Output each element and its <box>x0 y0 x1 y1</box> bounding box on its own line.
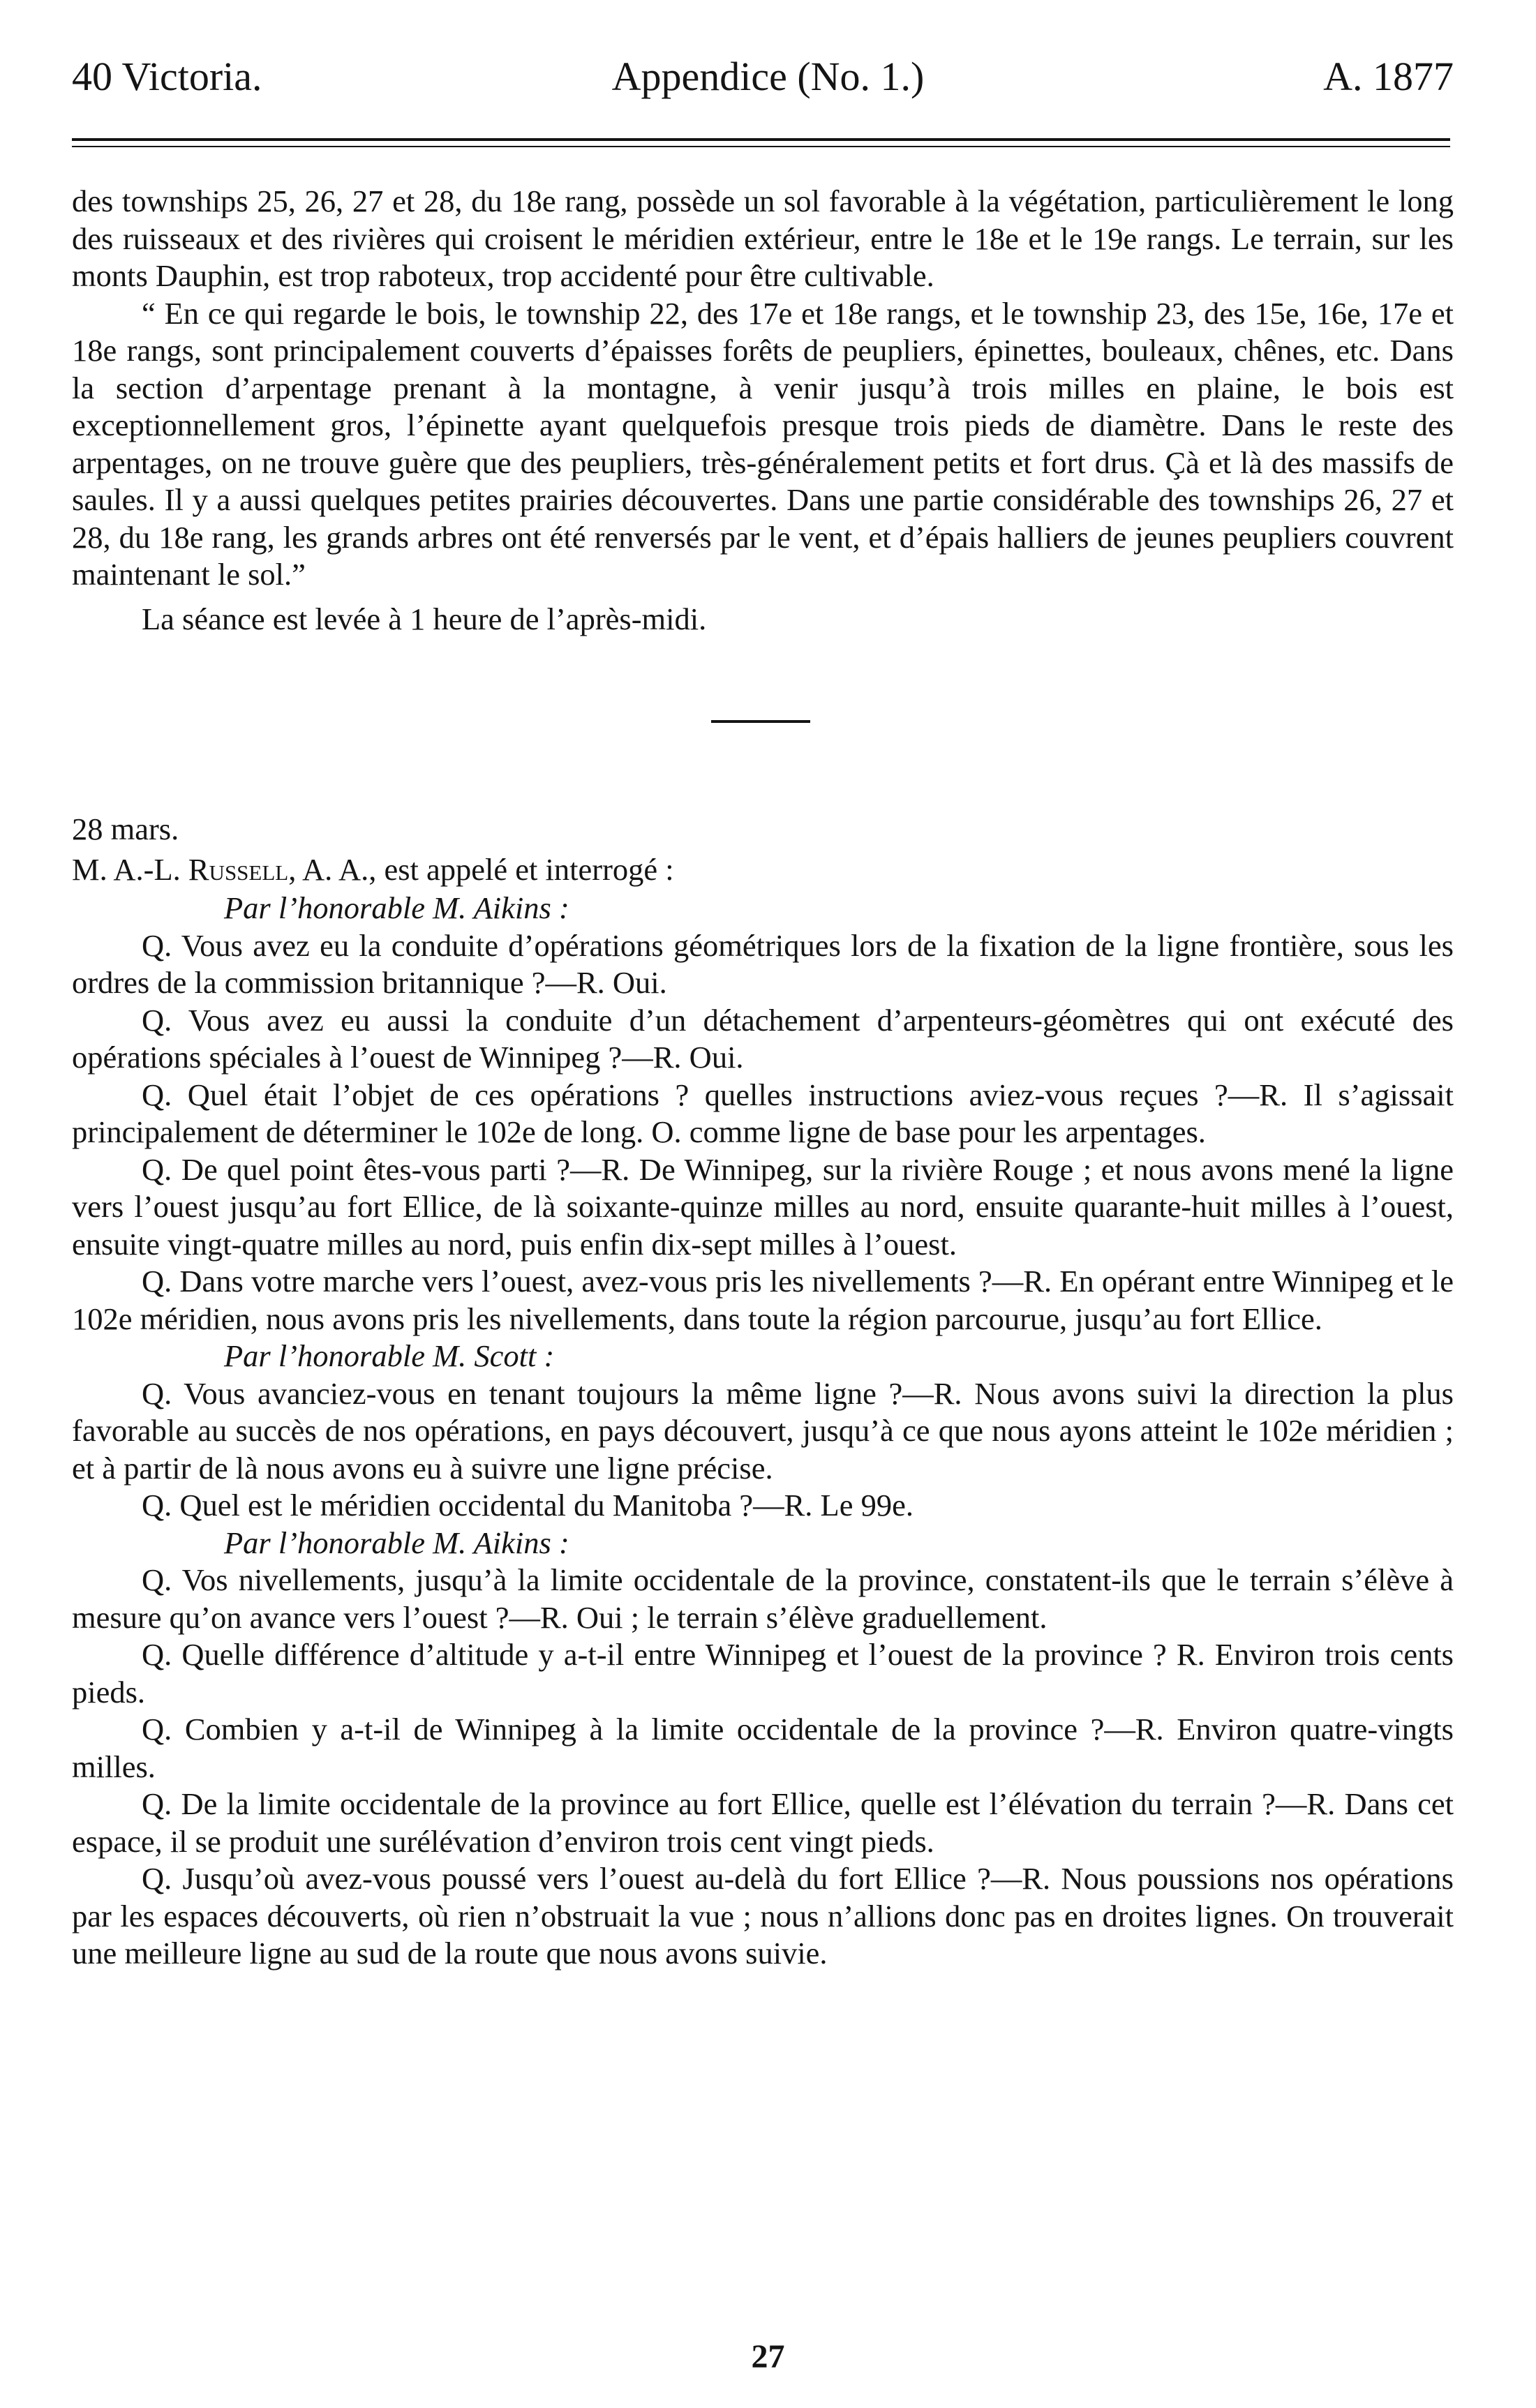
body-text <box>72 183 1454 1973</box>
qa-item: Q. Vous avez eu la conduite d’opérations géométriques lors de la fixation de la ligne frontière, sous les ordres de la commission britannique ?—R. Oui. <box>72 927 1454 1000</box>
paragraph-continuation: des townships 25, 26, 27 et 28, du 18e rang, possède un sol favorable à la végétation, particulièrement le long des ruisseaux et des rivières qui croisent le méridien extérieur, entre le 18e et le 19e rangs. Le terrain, sur les monts Dauphin, est trop raboteux, trop accidenté pour être cultivable. <box>72 184 1454 293</box>
qa-item: Q. Quel était l’objet de ces opérations ? quelles instructions aviez-vous reçues ?—R. Il s’agissait principalement de déterminer le 102e de long. O. comme ligne de base pour les arpentages. <box>72 1077 1454 1149</box>
header-year: A. 1877 <box>1323 54 1454 99</box>
qa-item: Q. Quel est le méridien occidental du Manitoba ?—R. Le 99e. <box>142 1488 914 1523</box>
qa-item: Q. Quelle différence d’altitude y a-t-il entre Winnipeg et l’ouest de la province ? R. Environ trois cents pieds. <box>72 1637 1454 1710</box>
paragraph-quote-wood: “ En ce qui regarde le bois, le township 22, des 17e et 18e rangs, et le township 23, des 15e, 16e, 17e et 18e rangs, sont principalement couverts d’épaisses forêts de peupliers, épinettes, bouleaux, chênes, etc. Dans la section d’arpentage prenant à la montagne, à venir jusqu’à trois milles en plaine, le bois est exceptionnellement gros, l’épinette ayant quelquefois presque trois pieds de diamètre. Dans le reste des arpentages, on ne trouve guère que des peupliers, très-généralement petits et fort drus. Çà et là des massifs de saules. Il y a aussi quelques petites prairies découvertes. Dans une partie considérable des townships 26, 27 et 28, du 18e rang, les grands arbres ont été renversés par le vent, et d’épais halliers de jeunes peupliers couvrent maintenant le sol.” <box>72 295 1454 592</box>
section-separator <box>711 720 810 723</box>
qa-item: Q. Vous avez eu aussi la conduite d’un détachement d’arpenteurs-géomètres qui ont exécuté des opérations spéciales à l’ouest de Winnipeg ?—R. Oui. <box>72 1002 1454 1075</box>
qa-item: Q. Dans votre marche vers l’ouest, avez-vous pris les nivellements ?—R. En opérant entre Winnipeg et le 102e méridien, nous avons pris les nivellements, dans toute la région parcourue, jusqu’au fort Ellice. <box>72 1264 1454 1336</box>
sitting-date: 28 mars. <box>72 812 179 846</box>
examiner-heading-aikins: Par l’honorable M. Aikins : <box>224 890 569 925</box>
qa-item: Q. Vous avanciez-vous en tenant toujours la même ligne ?—R. Nous avons suivi la direction la plus favorable au succès de nos opérations, en pays découvert, jusqu’à ce que nous ayons atteint le 102e méridien ; et à partir de là nous avons eu à suivre une ligne précise. <box>72 1375 1454 1486</box>
qa-item: Q. De quel point êtes-vous parti ?—R. De Winnipeg, sur la rivière Rouge ; et nous avons mené la ligne vers l’ouest jusqu’au fort Ellice, de là soixante-quinze milles au nord, ensuite quarante-huit milles à l’ouest, ensuite vingt-quatre milles au nord, puis enfin dix-sept milles à l’ouest. <box>72 1151 1454 1262</box>
header-appendix: Appendice (No. 1.) <box>611 54 925 99</box>
qa-item: Q. Jusqu’où avez-vous poussé vers l’ouest au-delà du fort Ellice ?—R. Nous poussions nos opérations par les espaces découverts, où rien n’obstruait la vue ; nous n’allions donc pas en droites lignes. On trouverait une meilleure ligne au sud de la route que nous avons suivie. <box>72 1861 1454 1970</box>
witness-called <box>72 851 1454 889</box>
qa-item: Q. Combien y a-t-il de Winnipeg à la limite occidentale de la province ?—R. Environ quatre-vingts milles. <box>72 1712 1454 1784</box>
qa-item: Q. Vos nivellements, jusqu’à la limite occidentale de la province, constatent-ils que le terrain s’élève à mesure qu’on avance vers l’ouest ?—R. Oui ; le terrain s’élève graduellement. <box>72 1562 1454 1635</box>
sitting-adjourned: La séance est levée à 1 heure de l’après-midi. <box>142 601 707 636</box>
witness-called-text: est appelé et interrogé : <box>376 851 674 887</box>
header-rule-thick <box>72 138 1450 141</box>
witness-name: M. A.-L. Russell, A. A., <box>72 851 377 887</box>
section-separator-wrap <box>72 638 1454 749</box>
page-header <box>0 0 1536 133</box>
header-session: 40 Victoria. <box>72 54 262 99</box>
page-number: 27 <box>751 2338 785 2375</box>
examiner-heading-scott: Par l’honorable M. Scott : <box>224 1338 555 1373</box>
header-rule-thin <box>72 146 1450 147</box>
qa-item: Q. De la limite occidentale de la province au fort Ellice, quelle est l’élévation du terrain ?—R. Dans cet espace, il se produit une surélévation d’environ trois cent vingt pieds. <box>72 1786 1454 1859</box>
examiner-heading-aikins-2: Par l’honorable M. Aikins : <box>224 1525 569 1560</box>
